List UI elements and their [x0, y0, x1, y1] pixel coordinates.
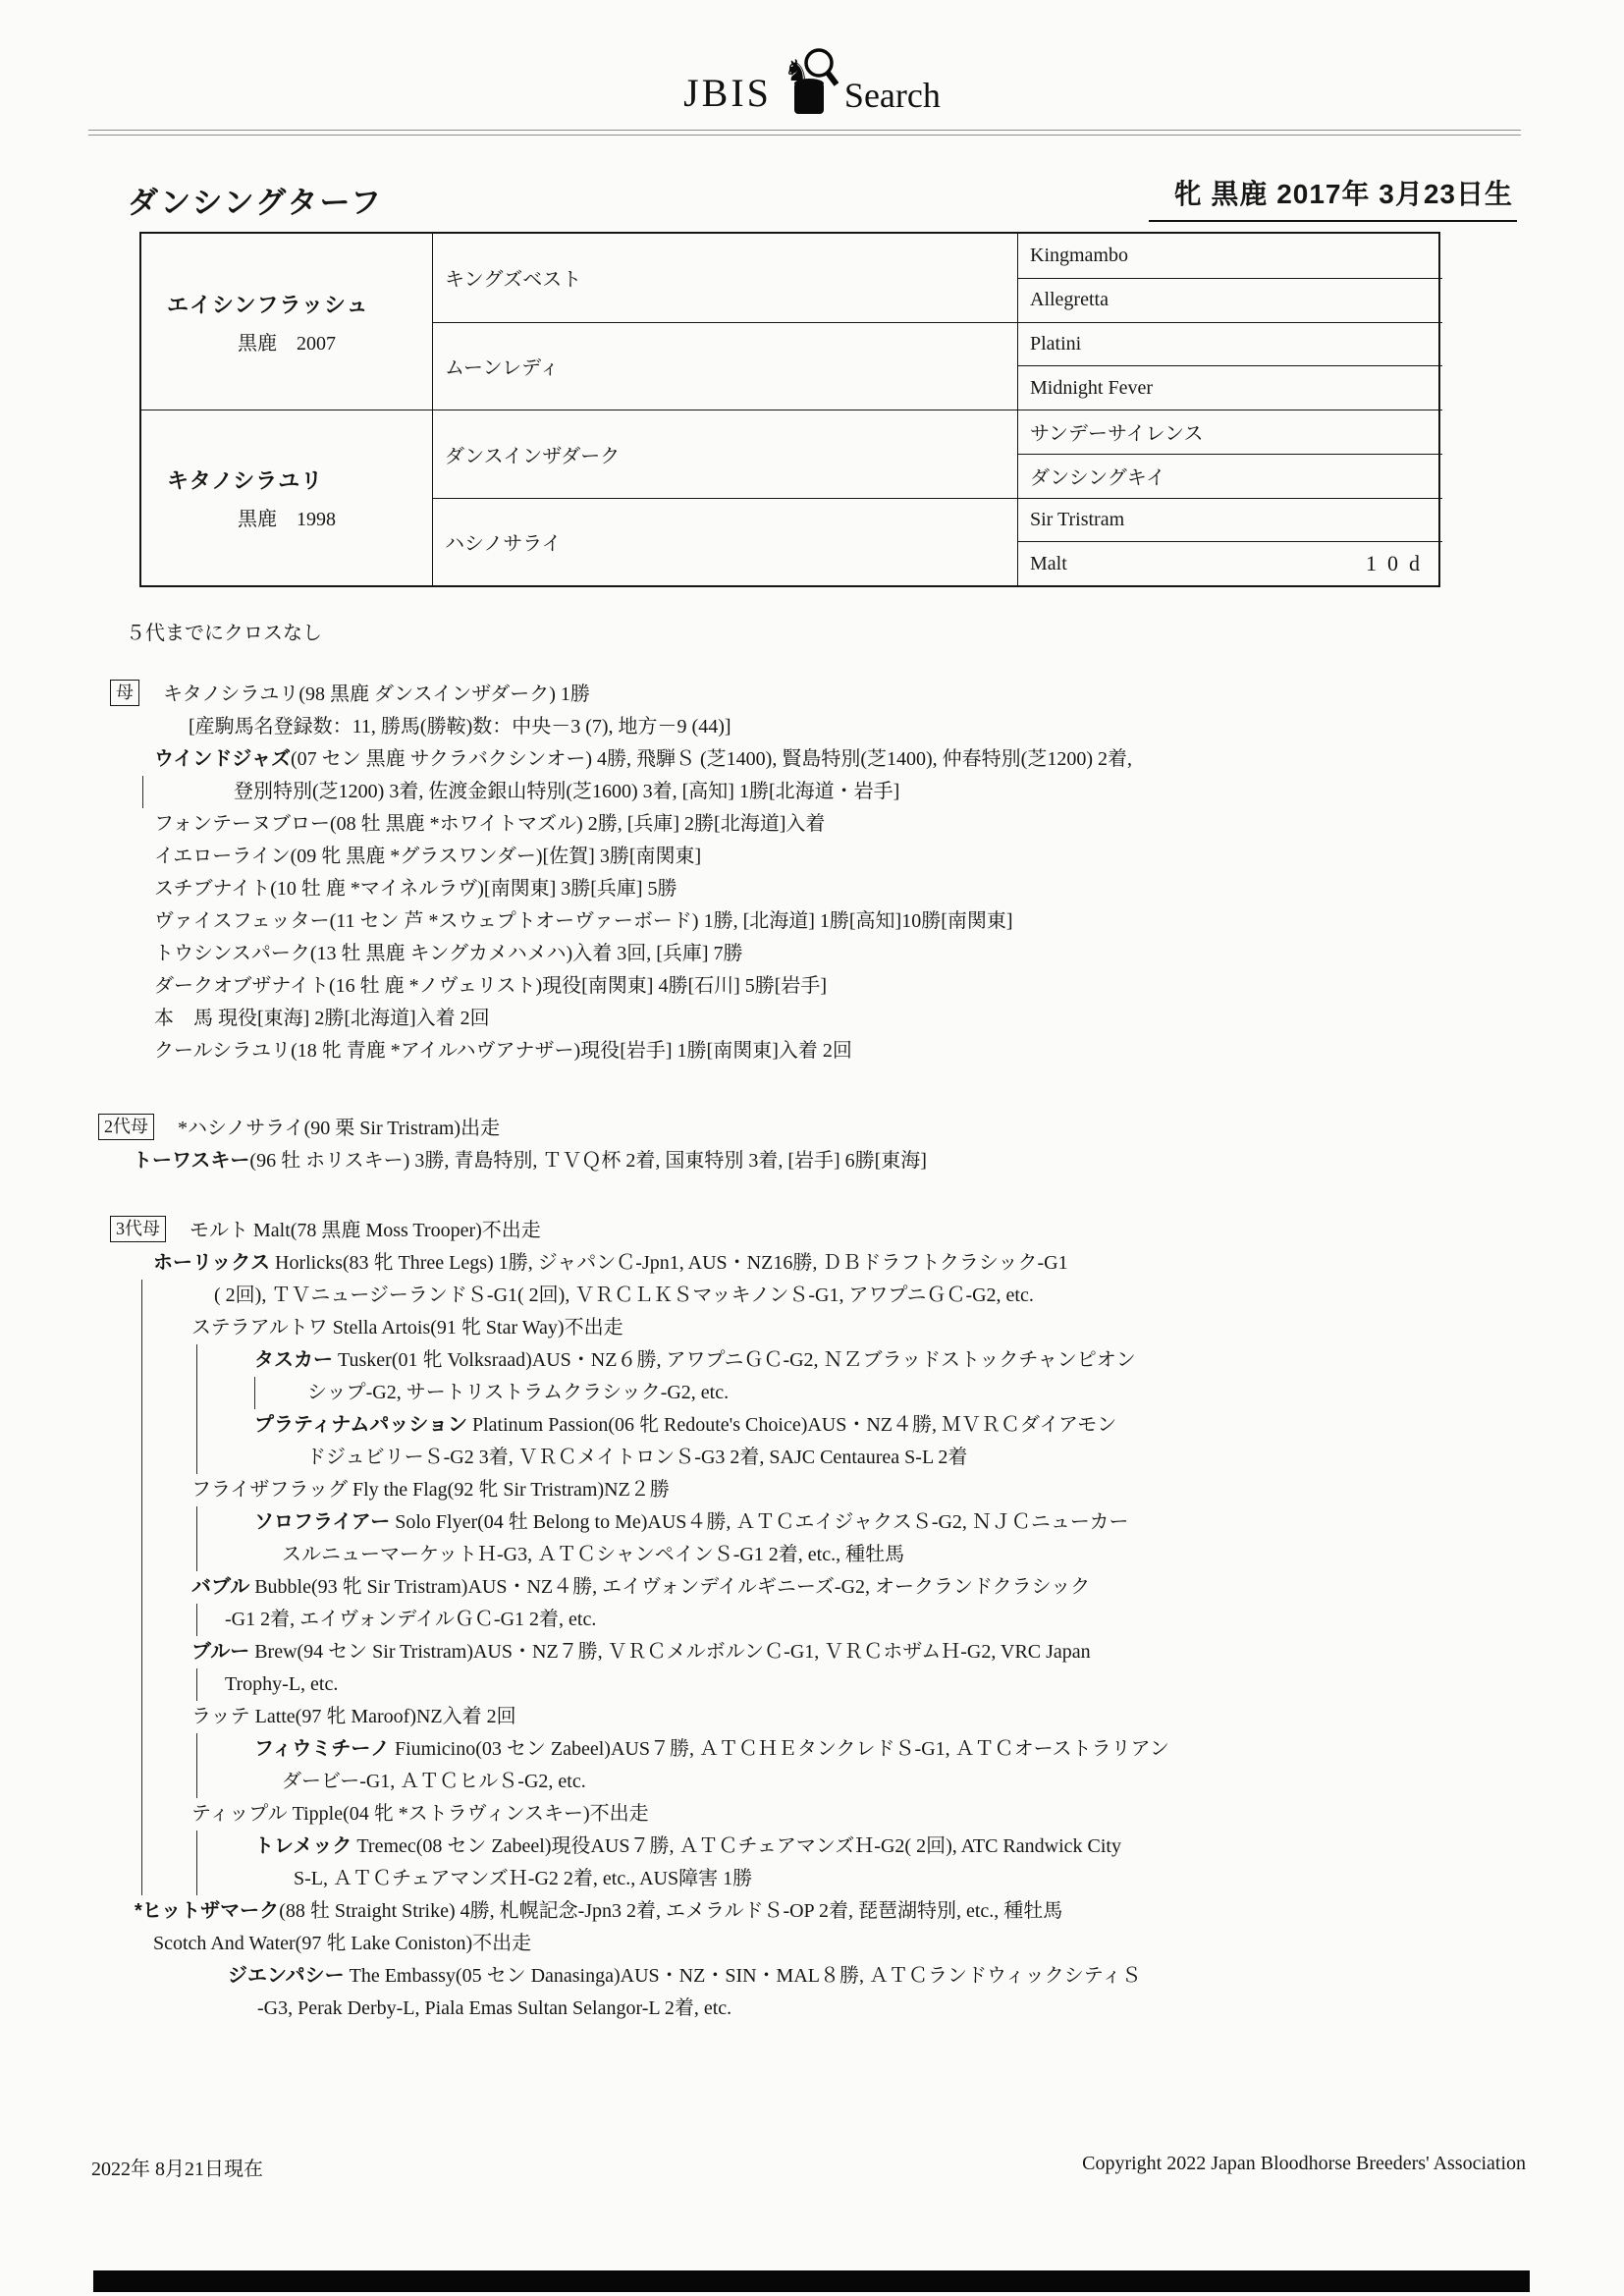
horse-name-bold: ホーリックス	[153, 1252, 270, 1274]
gen3-name: Malt	[1030, 552, 1067, 574]
horse-name-bold: トーワスキー	[133, 1150, 250, 1172]
race-record: (07 セン 黒鹿 サクラバクシンオー) 4勝, 飛騨Ｓ (芝1400), 賢島特別(芝1400), 仲春特別(芝1200) 2着,	[291, 748, 1132, 770]
horse-name-bold: タスカー	[254, 1349, 333, 1371]
tree-branch	[196, 1604, 1624, 1636]
cross-note: ５代までにクロスなし	[126, 623, 322, 644]
pedigree-line-continuation: シップ-G2, サートリストラムクラシック-G2, etc.	[307, 1382, 730, 1403]
dam-section	[110, 679, 1624, 1067]
svg-text:♞: ♞	[783, 54, 810, 88]
tree-branch	[196, 1344, 1624, 1474]
horse-name-bold: ブルー	[191, 1641, 250, 1663]
race-record: Tusker(01 牝 Volksraad)AUS・NZ６勝, アワプニＧＣ-G2, ＮＺブラッドストックチャンピオン	[333, 1349, 1136, 1371]
gen3-cell: ダンシングキイ	[1017, 454, 1442, 498]
pedigree-line	[197, 1506, 1624, 1539]
family-number: 10d	[1366, 551, 1431, 576]
pedigree-line: ティップル Tipple(04 牝 *ストラヴィンスキー)不出走	[191, 1803, 649, 1825]
race-record: (96 牡 ホリスキー) 3勝, 青島特別, ＴＶＱ杯 2着, 国東特別 3着, [岩手] 6勝[東海]	[249, 1150, 927, 1172]
dam-dam-cell: ハシノサライ	[432, 498, 1017, 586]
pedigree-line-continuation: ( 2回), ＴＶニュージーランドＳ-G1( 2回), ＶＲＣＬＫＳマッキノンＳ-G1, アワプニＧＣ-G2, etc.	[214, 1285, 1034, 1306]
horse-name-bold: ソロフライアー	[254, 1511, 391, 1533]
tree-branch	[142, 776, 1624, 808]
pedigree-line: イエローライン(09 牝 黒鹿 *グラスワンダー)[佐賀] 3勝[南関東]	[154, 846, 702, 867]
horse-name-bold: バブル	[191, 1576, 250, 1598]
gen3-cell-malt	[1017, 541, 1442, 585]
gen3-cell: Kingmambo	[1017, 234, 1442, 278]
gen3-cell: Allegretta	[1017, 278, 1442, 322]
pedigree-line-continuation: -G1 2着, エイヴォンデイルＧＣ-G1 2着, etc.	[225, 1609, 597, 1630]
horse-name-bold: フィウミチーノ	[254, 1738, 390, 1760]
pedigree-table	[139, 232, 1440, 587]
race-record: Horlicks(83 牝 Three Legs) 1勝, ジャパンＣ-Jpn1, AUS・NZ16勝, ＤＢドラフトクラシック-G1	[270, 1252, 1068, 1274]
sire-detail: 黒鹿 2007	[238, 332, 336, 355]
race-record: (88 牡 Straight Strike) 4勝, 札幌記念-Jpn3 2着, エメラルドＳ-OP 2着, 琵琶湖特別, etc., 種牡馬	[279, 1900, 1063, 1922]
pedigree-line-continuation: -G3, Perak Derby-L, Piala Emas Sultan Selangor-L 2着, etc.	[257, 1997, 732, 2019]
horse-name-bold: ウインドジャズ	[154, 748, 291, 770]
pedigree-line	[197, 1831, 1624, 1863]
dam-section-head	[110, 679, 1624, 711]
pedigree-line: フライザフラッグ Fly the Flag(92 牝 Sir Tristram)NZ２勝	[191, 1479, 670, 1501]
race-record: Tremec(08 セン Zabeel)現役AUS７勝, ＡＴＣチェアマンズＨ-G2( 2回), ATC Randwick City	[352, 1835, 1121, 1857]
pedigree-line: Scotch And Water(97 牝 Lake Coniston)不出走	[153, 1933, 532, 1954]
sire-cell	[141, 234, 432, 410]
pedigree-line	[135, 1895, 1624, 1928]
race-record: Solo Flyer(04 牡 Belong to Me)AUS４勝, ＡＴＣエイジャクスＳ-G2, ＮＪＣニューカー	[390, 1511, 1129, 1533]
pedigree-line: ステラアルトワ Stella Artois(91 牝 Star Way)不出走	[191, 1317, 623, 1339]
pedigree-line: トウシンスパーク(13 牡 黒鹿 キングカメハメハ)入着 3回, [兵庫] 7勝	[154, 943, 743, 964]
pedigree-line	[197, 1733, 1624, 1766]
thirddam-section-label: 3代母	[110, 1216, 166, 1242]
horse-name-bold: プラティナムパッション	[254, 1414, 467, 1436]
granddam-head-text: *ハシノサライ(90 栗 Sir Tristram)出走	[178, 1118, 501, 1139]
sire-name: エイシンフラッシュ	[167, 292, 369, 317]
granddam-section-head	[98, 1113, 1624, 1145]
pedigree-line	[133, 1145, 1624, 1177]
pedigree-line	[142, 1571, 1624, 1604]
pedigree-line-continuation: Trophy-L, etc.	[225, 1673, 339, 1695]
as-of-date: 2022年 8月21日現在	[91, 2159, 263, 2180]
footer	[0, 2153, 1624, 2181]
granddam-section-label: 2代母	[98, 1114, 154, 1140]
pedigree-line-continuation: ダービー-G1, ＡＴＣヒルＳ-G2, etc.	[282, 1771, 586, 1792]
sire-dam-cell: ムーンレディ	[432, 322, 1017, 410]
dam-name: キタノシラユリ	[167, 468, 324, 493]
dam-sire-cell: ダンスインザダーク	[432, 410, 1017, 498]
thirddam-head-text: モルト Malt(78 黒鹿 Moss Trooper)不出走	[189, 1220, 541, 1241]
gen3-cell: Platini	[1017, 322, 1442, 366]
tree-branch	[196, 1668, 1624, 1701]
logo-jbis-text: JBIS	[683, 71, 772, 115]
logo-search-text: Search	[843, 76, 941, 115]
horse-sex-color-birth: 牝 黒鹿 2017年 3月23日生	[1149, 173, 1517, 222]
dam-head-text: キタノシラユリ(98 黒鹿 ダンスインザダーク) 1勝	[163, 683, 590, 705]
tree-branch	[141, 1280, 1624, 1895]
subject-horse-line: 本 馬 現役[東海] 2勝[北海道]入着 2回	[154, 1008, 490, 1029]
pedigree-line	[197, 1409, 1624, 1442]
pedigree-line-continuation: S-L, ＡＴＣチェアマンズＨ-G2 2着, etc., AUS障害 1勝	[294, 1868, 753, 1889]
copyright-text: Copyright 2022 Japan Bloodhorse Breeders' Association	[1082, 2153, 1526, 2174]
scan-edge-bar	[93, 2270, 1530, 2292]
pedigree-line	[153, 1247, 1624, 1280]
pedigree-line: ヴァイスフェッター(11 セン 芦 *スウェプトオーヴァーボード) 1勝, [北海道] 1勝[高知]10勝[南関東]	[154, 910, 1013, 932]
horse-name-bold: トレメック	[254, 1835, 352, 1857]
thirddam-section-head	[110, 1215, 1624, 1247]
pedigree-line-continuation: スルニューマーケットＨ-G3, ＡＴＣシャンペインＳ-G1 2着, etc., 種牡馬	[282, 1544, 905, 1565]
horse-name-bold: ジエンパシー	[228, 1965, 345, 1987]
gen3-cell: サンデーサイレンス	[1017, 410, 1442, 454]
pedigree-line	[142, 1636, 1624, 1668]
header-divider	[88, 130, 1521, 136]
page-title-horse-name: ダンシングターフ	[128, 186, 383, 220]
dam-progeny-stats: [産駒馬名登録数：11, 勝馬(勝鞍)数：中央－3 (7), 地方－9 (44)]	[189, 716, 731, 738]
pedigree-line	[197, 1344, 1624, 1377]
race-record: Brew(94 セン Sir Tristram)AUS・NZ７勝, ＶＲＣメルボルンＣ-G1, ＶＲＣホザムＨ-G2, VRC Japan	[249, 1641, 1091, 1663]
pedigree-line: クールシラユリ(18 牝 青鹿 *アイルハヴアナザー)現役[岩手] 1勝[南関東]入着 2回	[154, 1040, 852, 1062]
gen3-cell: Midnight Fever	[1017, 365, 1442, 410]
thirddam-section	[110, 1215, 1624, 2025]
race-record: Bubble(93 牝 Sir Tristram)AUS・NZ４勝, エイヴォンデイルギニーズ-G2, オークランドクラシック	[249, 1576, 1091, 1598]
pedigree-line: フォンテーヌブロー(08 牡 黒鹿 *ホワイトマズル) 2勝, [兵庫] 2勝[北海道]入着	[154, 813, 826, 835]
dam-section-label: 母	[110, 680, 139, 706]
pedigree-line-continuation: ドジュビリーＳ-G2 3着, ＶＲＣメイトロンＳ-G3 2着, SAJC Centaurea S-L 2着	[306, 1447, 968, 1468]
tree-branch	[196, 1506, 1624, 1571]
race-record: The Embassy(05 セン Danasinga)AUS・NZ・SIN・MAL８勝, ＡＴＣランドウィックシティＳ	[344, 1965, 1142, 1987]
tree-branch	[254, 1377, 1624, 1409]
title-row	[128, 173, 1517, 222]
pedigree-line	[228, 1960, 1624, 1993]
pedigree-line	[154, 743, 1624, 776]
pedigree-line-continuation: 登別特別(芝1200) 3着, 佐渡金銀山特別(芝1600) 3着, [高知] 1勝[北海道・岩手]	[234, 781, 900, 802]
horse-name-bold: *ヒットザマーク	[135, 1900, 280, 1922]
gen3-cell: Sir Tristram	[1017, 498, 1442, 542]
dam-cell	[141, 410, 432, 585]
pedigree-line: スチブナイト(10 牡 鹿 *マイネルラヴ)[南関東] 3勝[兵庫] 5勝	[154, 878, 677, 900]
horse-magnifier-icon	[782, 47, 839, 120]
pedigree-line: ダークオブザナイト(16 牡 鹿 *ノヴェリスト)現役[南関東] 4勝[石川] 5勝[岩手]	[154, 975, 828, 997]
tree-branch	[196, 1733, 1624, 1798]
dam-detail: 黒鹿 1998	[238, 509, 336, 530]
race-record: Fiumicino(03 セン Zabeel)AUS７勝, ＡＴＣＨＥタンクレドＳ-G1, ＡＴＣオーストラリアン	[390, 1738, 1169, 1760]
race-record: Platinum Passion(06 牝 Redoute's Choice)AUS・NZ４勝, ＭＶＲＣダイアモン	[467, 1414, 1117, 1436]
jbis-search-logo	[0, 0, 1624, 116]
pedigree-line: ラッテ Latte(97 牝 Maroof)NZ入着 2回	[191, 1706, 516, 1727]
tree-branch	[196, 1831, 1624, 1895]
granddam-section	[98, 1113, 1624, 1177]
sire-sire-cell: キングズベスト	[432, 234, 1017, 322]
